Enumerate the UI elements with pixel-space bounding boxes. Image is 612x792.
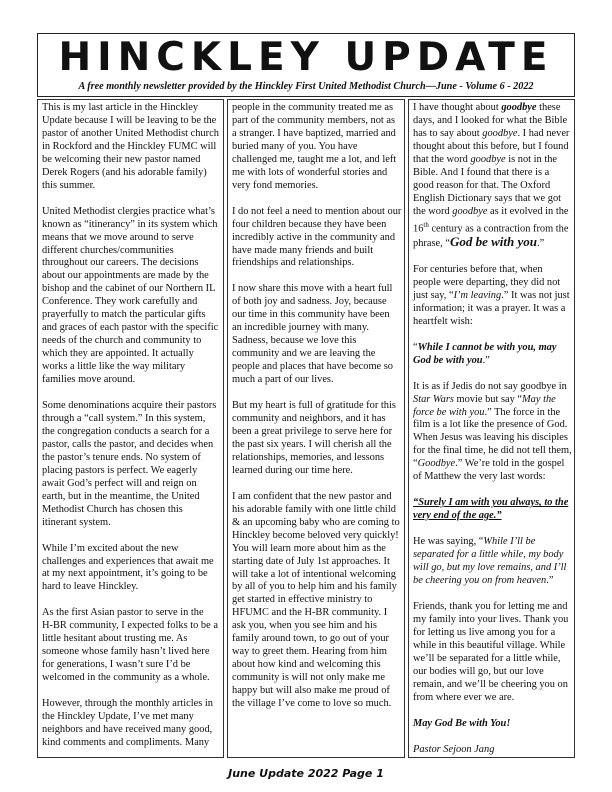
text-line: families move around. [42,374,136,386]
col2-paragraph-1 [232,102,400,193]
column-1 [37,99,224,758]
col2-paragraph-3 [232,283,400,387]
text-line: Friends, thank you for letting me and [413,600,568,612]
newsletter-title: HINCKLEY UPDATE [58,35,554,80]
text-line: been a great privilege to serve here for [232,425,393,437]
text-line: Update because I will be leaving to be the [42,114,217,126]
text-line: starting date of July 1st approaches. It [232,555,390,567]
text-line: & an upcoming baby who are coming to [232,516,400,528]
text-line: bishop and the cabinet of our Northern IL [42,283,216,295]
col1-paragraph-4 [42,543,219,595]
page-footer: June Update 2022 Page 1 [228,767,384,780]
text-line: prayerfully to match the particular gifts [42,309,206,321]
text-line: while in this beautiful village. While [413,639,566,651]
text-line: While I’m excited about the new [42,542,179,554]
text-line: earth, but in the meantime, the United [42,490,200,502]
text-line: community and we are leaving the [232,348,376,360]
text-line: an incredible journey with many. [232,322,369,334]
text-line: Some denominations acquire their pastors [42,400,217,412]
text-line: learned during our time here. [232,464,353,476]
col1-paragraph-3 [42,400,219,530]
text-line: the Hinckley Update, I’ve met many [42,711,194,723]
text-line: the congregation conducts a search for a [42,425,210,437]
col3-paragraph-6: He was saying, “While I’ll be separated for a little while, my body will go, but my love remains, and I’ll be cheering you on from heaven.” [413,536,567,587]
text-line: family around town, to go out of your [232,633,389,645]
text-line: me with lots of wonderful stories and [232,166,388,178]
text-line: little hesitant about trusting me. As [42,633,188,645]
text-line: works a little like the way military [42,361,186,373]
text-line: placing pastors is perfect. We eagerly [42,464,198,476]
text-line: Conference. They work carefully and [42,296,198,308]
text-line: at my next appointment, it’s going to be [42,568,208,580]
text-line: someone whose family hasn’t lived here [42,646,210,658]
text-line: a stranger. I have baptized, married and [232,127,396,139]
text-line: I am confident that the new pastor and [232,490,392,502]
text-line: pastor of another United Methodist church [42,127,219,139]
text-line: Sadness, because we love this [232,335,357,347]
text-line: and graces of each pastor with the specific [42,322,219,334]
text-line: ask you, when you see him and his [232,620,377,632]
text-line: means that we move around to serve [42,231,194,243]
text-line: community is will not only make me [232,672,385,684]
text-line: This is my last article in the Hinckley [42,102,199,113]
col2-paragraph-5 [232,491,400,711]
text-line: have made many friends and built [232,244,374,256]
text-line: of both joy and sadness. Joy, because [232,296,387,308]
col3-closing: May God Be with You! [413,717,511,729]
text-line: remain, and we’ll be cheering you on [413,678,568,690]
text-line: our bodies will go, but our love [413,665,544,677]
text-line: which they are appointed. It actually [42,348,194,360]
text-line: You will learn more about him as the [232,542,386,554]
text-line: very fond memories. [232,179,319,191]
text-line: buried many of you. You have [232,140,358,152]
text-line: this summer. [42,179,96,191]
masthead [37,33,575,97]
text-line: H-BR community, I expected folks to be a [42,620,218,632]
text-line: for letting us live among you for a [413,626,556,638]
text-line: Derek Rogers (and his adorable family) [42,166,207,178]
text-line: pastor, calls the pastor, and decides when [42,438,214,450]
text-line: four children because they have been [232,218,387,230]
text-line: Methodist Church has chosen this [42,503,183,515]
text-line: will take a lot of intentional welcoming [232,568,396,580]
text-line: people and places that have become so [232,361,393,373]
text-line: the past six years. I will cherish all the [232,438,392,450]
text-line: I now share this move with a heart full [232,283,393,295]
text-line: welcomed in the community as a whole. [42,672,210,684]
text-line: friendships and relationships. [232,257,355,269]
text-line: we’ll be separated for a little while, [413,652,561,664]
text-line: be welcoming their new pastor named [42,153,201,165]
col3-paragraph-4: It is as if Jedis do not say goodbye in Star Wars movie but say “May the force be with you.” The force in the film is a lot like the presence of God. When Jesus was leaving his disciples for the final time, he did not tell them, “Goodbye.” We’re told in the gospel of Matthew the very last words: [413,380,572,483]
text-line: our time in this community have been [232,309,390,321]
col1-paragraph-2 [42,206,219,387]
text-line: known as “itinerancy” in its system which [42,218,218,230]
col2-paragraph-4 [232,400,400,478]
newsletter-subtitle: A free monthly newsletter provided by the Hinckley First United Methodist Church—June - Volume 6 - 2022 [78,81,534,92]
text-line: hard to leave Hinckley. [42,581,139,593]
text-line: in Rockford and the Hinckley FUMC will [42,140,217,152]
text-line: from where ever we are. [413,691,515,703]
text-line: United Methodist clergies practice what’s [42,205,215,217]
text-line: kind comments and compliments. Many [42,736,210,748]
text-line: needs of the church and community to [42,335,202,347]
text-line: his adorable family with one little child [232,503,396,515]
text-line: But my heart is full of gratitude for this [232,400,396,412]
text-line: the pastor’s tenure ends. No system of [42,451,201,463]
text-line: itinerant system. [42,516,111,528]
text-line: relationships, memories, and lessons [232,451,385,463]
text-line: HFUMC and the H-BR community. I [232,607,388,619]
column-2 [227,99,405,758]
text-line: the village I’ve come to love so much. [232,698,392,710]
text-line: community and neighbors, and it has [232,413,386,425]
text-line: However, through the monthly articles in [42,698,213,710]
col3-paragraph-7 [413,601,570,705]
text-line: Hinckley become beloved very quickly! [232,529,399,541]
col3-paragraph-1: I have thought about goodbye these days, and I looked for what the Bible has to say about goodbye. I had never thought about this before, but I found that the word goodbye is not in the Bible. And I found that there is a good reason for that. The Oxford English Dictionary says that we got the word goodbye as it evolved in the 16th century as a contraction from the phrase, “God be with you.” [413,102,570,249]
col2-paragraph-2 [232,206,400,271]
col1-paragraph-1 [42,102,219,193]
text-line: about how kind and welcoming this [232,659,381,671]
text-line: challenges and experiences that await me [42,555,214,567]
text-line: by all of you to help him and his family [232,581,397,593]
text-line: As the first Asian pastor to serve in the [42,607,204,619]
text-line: people in the community treated me as [232,102,394,113]
text-line: my family into your lives. Thank you [413,613,569,625]
text-line: happy but will also make me proud of [232,685,390,697]
col3-paragraph-3: “While I cannot be with you, may God be with you.” [413,341,557,366]
text-line: challenged me, taught me a lot, and left [232,153,397,165]
col3-paragraph-5-quote: “Surely I am with you always, to the very end of the age.” [413,497,569,522]
col3-paragraph-2: For centuries before that, when people were departing, they did not just say, “I’m leaving.” It was not just information; it was a prayer. It was a heartfelt wish: [413,263,570,327]
column-3 [408,99,575,758]
text-line: incredibly active in the community and [232,231,396,243]
text-line: get started in effective ministry to [232,594,373,606]
col1-paragraph-5 [42,607,219,685]
text-line: I do not feel a need to mention about our [232,205,402,217]
text-line: much a part of our lives. [232,374,334,386]
text-line: way to greet them. Hearing from him [232,646,387,658]
col3-signature: Pastor Sejoon Jang [413,743,495,755]
text-line: neighbors and have received many good, [42,723,213,735]
text-line: for generations, I wasn’t sure I’d be [42,659,191,671]
text-line: throughout our careers. The decisions [42,257,199,269]
text-line: await God’s perfect will and reign on [42,477,197,489]
text-line: different churches/communities [42,244,174,256]
text-line: part of the community members, not as [232,114,396,126]
text-line: through a “call system.” In this system, [42,412,206,424]
col1-paragraph-6 [42,698,219,750]
text-line: about our appointments are made by the [42,270,209,282]
